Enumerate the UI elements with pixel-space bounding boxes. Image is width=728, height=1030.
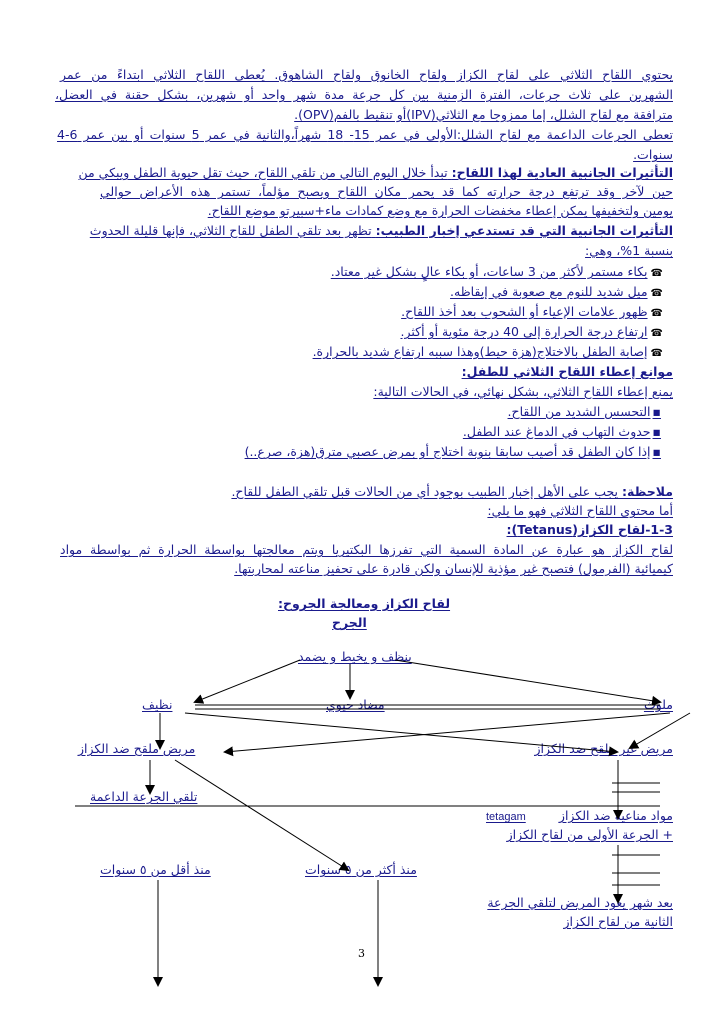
arrow-to-contaminated [395, 660, 660, 702]
side-effects-line-3: يومين ولتخفيفها يمكن إعطاء مخفضات الحرارة مع وضع كمادات ماء+سبيرتو موضع اللقاح. [207, 203, 673, 218]
doctor-effects-text: تظهر بعد تلقي الطفل للقاح الثلاثي، فإنها قليلة الحدوث [89, 223, 372, 238]
intro-line-2: الشهرين على ثلاث جرعات، الفترة الزمنية بين كل جرعة مدة شهر واحد أو شهرين، بشكل حقنة في العضل، [55, 87, 673, 102]
flow-tetagam: tetagam [486, 811, 526, 823]
contra-item: ▪ التحسس الشديد من اللقاح. [508, 404, 661, 420]
flow-clean-step: ينظف و يخيط و يضمد [298, 649, 412, 664]
arrow-contaminated-vaccinated [225, 713, 670, 752]
intro-line-3: مترافقة مع لقاح الشلل، إما ممزوجا مع الثلاثي(IPV)أو تنقيط بالفم(OPV). [294, 107, 673, 122]
contra-item: ▪ إذا كان الطفل قد أصيب سابقا بنوبة اختلاج أو بمرض عصبي مترق(هزة، صرع..) [245, 444, 661, 460]
tetanus-heading: 1-3-لقاح الكزاز(Tetanus): [506, 522, 673, 537]
tetanus-line-1: لقاح الكزاز هو عبارة عن المادة السمية التي تفرزها البكتيريا ويتم معالجتها بواسطة الحرارة ثم بواسطة مواد [60, 542, 673, 557]
flow-less-5: منذ أقل من ٥ سنوات [100, 862, 211, 877]
side-effects-line-2: حين لآخر وقد ترتفع درجة حرارته كما قد يحمر مكان اللقاح ويصبح مؤلماً، تستمر هذه الأعراض حوالي [100, 184, 673, 199]
side-effects-text-1: تبدأ خلال اليوم التالي من تلقي اللقاح، حيث تقل حيوية الطفل ويبكي من [78, 165, 448, 180]
flow-more-5: منذ أكثر من ٥ سنوات [305, 862, 417, 877]
flow-first-dose: + الجرعة الأولى من لقاح الكزاز [506, 827, 673, 842]
flow-antibiotic: مضاد حيوي [326, 697, 385, 712]
doctor-effect-item: ☎ بكاء مستمر لأكثر من 3 ساعات، أو بكاء عالٍ بشكل غير معتاد. [331, 264, 663, 282]
note-text: يجب على الأهل إخبار الطبيب بوجود أي من الحالات قبل تلقي الطفل للقاح. [231, 484, 622, 499]
flow-clean: نظيف [142, 697, 173, 712]
note-label: ملاحظة: [622, 484, 673, 499]
flow-immune: مواد مناعية ضد الكزاز [558, 808, 673, 823]
intro-line-1: يحتوي اللقاح الثلاثي على لقاح الكزاز ولقاح الخانوق ولقاح الشاهوق. يُعطى اللقاح الثلاثي ابتداءً من عمر [60, 67, 673, 82]
intro-line-5: سنوات. [633, 147, 673, 162]
doctor-effect-item: ☎ إصابة الطفل بالاختلاج(هزة حيط)وهذا سببه ارتفاع شديد بالحرارة. [313, 344, 663, 362]
flow-title: لقاح الكزاز ومعالجة الجروح: [278, 596, 451, 611]
flow-return-line-1: بعد شهر يعود المريض لتلقي الجرعة [487, 895, 673, 910]
flow-contaminated: ملوث [643, 697, 673, 712]
arrow-to-clean [195, 660, 300, 702]
doctor-effects-heading: التأثيرات الجانبية التي قد تستدعي إخبار الطبيب: [375, 223, 673, 238]
page-number: 3 [358, 947, 365, 960]
flow-booster: تلقي الجرعة الداعمة [90, 789, 198, 804]
contra-heading: موانع إعطاء اللقاح الثلاثي للطفل: [461, 364, 673, 379]
doctor-effects-line-2: بنسبة 1%، وهي: [585, 243, 673, 258]
flow-return-line-2: الثانية من لقاح الكزاز [563, 914, 673, 929]
doctor-effect-item: ☎ ميل شديد للنوم مع صعوبة في إيقاظه. [450, 284, 663, 302]
contents-line: أما محتوى اللقاح الثلاثي فهو ما يلي: [487, 503, 673, 518]
flow-vaccinated: مريض ملقح ضد الكزاز [78, 741, 196, 756]
tetanus-line-2: كيميائية (الفرمول) فتصبح غير مؤذية للإنسان ولكن قادرة على تحفيز مناعته لمحاربتها. [234, 561, 673, 576]
intro-line-4: تعطى الجرعات الداعمة مع لقاح الشلل:الأولى في عمر 15- 18 شهراً،والثانية في عمر 5 سنوات أو بين عمر 6-4 [57, 127, 674, 142]
doctor-effect-item: ☎ ارتفاع درجة الحرارة إلى 40 درجة مئوية أو أكثر. [401, 324, 664, 342]
contra-item: ▪ حدوث التهاب في الدماغ عند الطفل. [463, 424, 661, 440]
side-effects-heading: التأثيرات الجانبية العادية لهذا اللقاح: [451, 165, 673, 180]
arrow-clean-unvaccinated [185, 713, 617, 752]
contra-intro: يمنع إعطاء اللقاح الثلاثي، بشكل نهائي، في الحالات التالية: [373, 384, 673, 399]
flow-unvaccinated: مريض غير ملقح ضد الكزاز [534, 741, 673, 756]
doctor-effect-item: ☎ ظهور علامات الإعياء أو الشحوب بعد أخذ اللقاح. [401, 304, 663, 322]
arrow-to-more-5 [175, 760, 348, 870]
flow-wound: الجرح [332, 615, 367, 630]
arrow-contaminated-unvaccinated [630, 713, 690, 748]
